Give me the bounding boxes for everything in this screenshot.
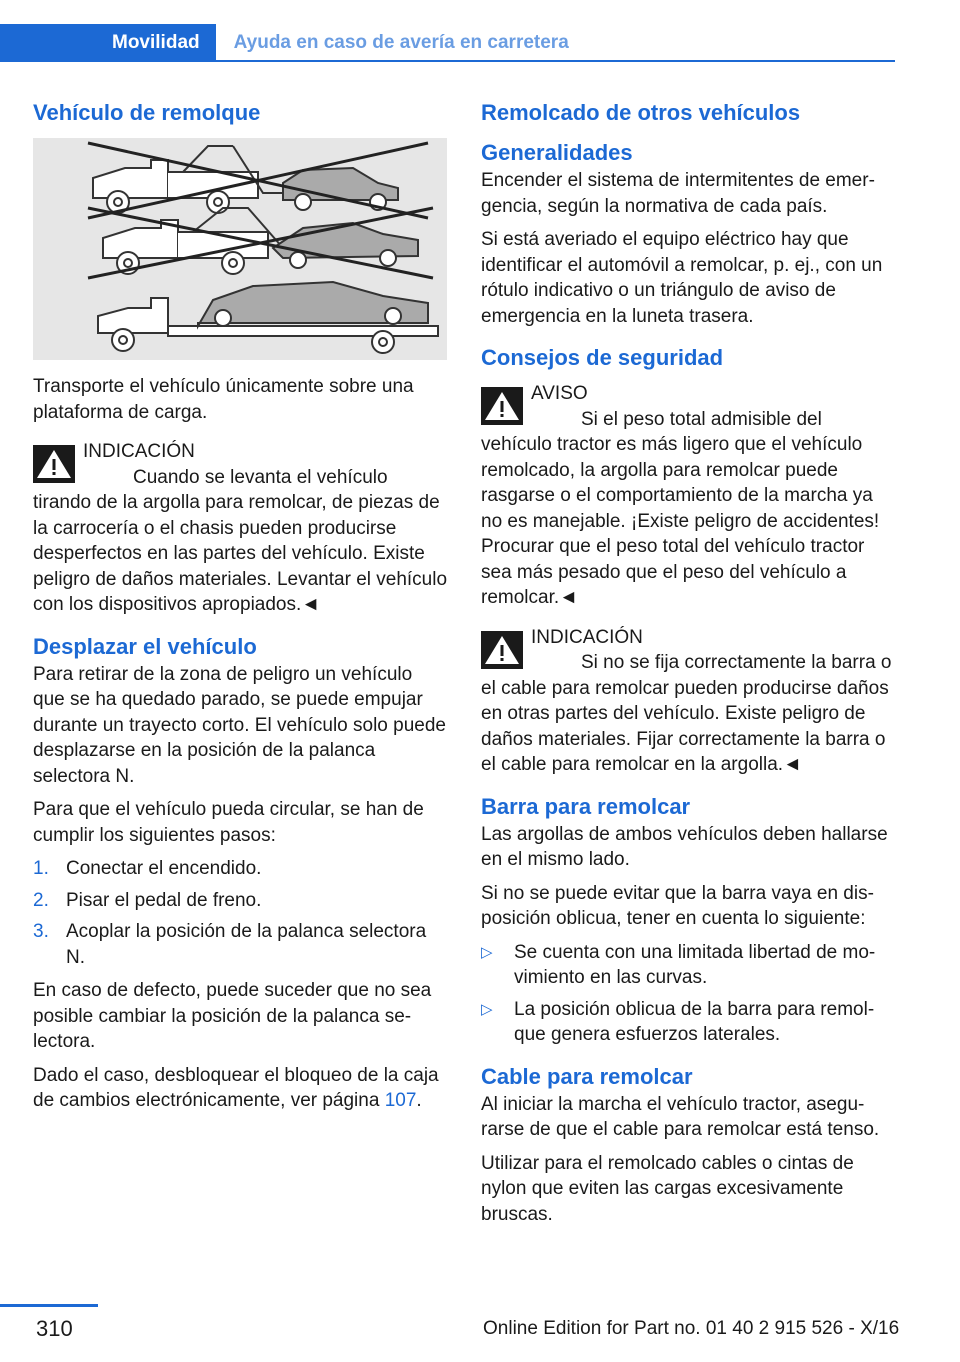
header-chapter-tab[interactable]: Ayuda en caso de avería en carretera: [233, 32, 569, 53]
header-bar: [0, 24, 587, 62]
tow-cable-p1: Al iniciar la marcha el vehículo tractor, asegurarse de que el cable para remolcar está tenso.: [481, 1093, 880, 1140]
subsection-title-tow-bar: Barra para remolcar: [481, 793, 691, 819]
warning-box-weight: [481, 381, 897, 611]
list-item: ▷ Se cuenta con una limitada libertad de movimiento en las curvas.: [481, 941, 876, 988]
section-title-towing-others: Remolcado de otros vehículos: [481, 100, 801, 125]
warning-triangle-icon: [481, 387, 523, 425]
step-item: 2. Pisar el pedal de freno.: [33, 889, 262, 911]
notice-title: INDICACIÓN: [83, 441, 195, 462]
section-title-towing-vehicle: Vehículo de remolque: [33, 100, 261, 125]
move-vehicle-steps-intro: Para que el vehículo pueda circular, se han de cumplir los siguientes pasos:: [33, 799, 424, 846]
warning-triangle-icon: [33, 445, 75, 483]
tow-cable-p2: Utilizar para el remolcado cables o cintas de nylon que eviten las cargas excesivamente bruscas.: [481, 1152, 854, 1225]
warning-body: Si el peso total admisible del vehículo tractor es más ligero que el vehículo remolcado, la argolla para remolcar puede rasgarse o el comportamiento de la marcha ya no es manejable. ¡Existe peligro de accidentes! Procurar que el peso total del vehículo tractor sea más pesado que el peso del vehículo a remolcar.◄: [481, 408, 880, 608]
step-item: 3. Acoplar la posición de la palanca selectora N.: [33, 921, 427, 968]
right-column: [481, 98, 897, 1235]
triangle-bullet-icon: ▷: [481, 1000, 493, 1018]
warning-triangle-icon: [481, 631, 523, 669]
warning-title: AVISO: [531, 383, 588, 404]
list-item: ▷ La posición oblicua de la barra para remolque genera esfuerzos laterales.: [481, 998, 875, 1045]
general-p1: Encender el sistema de intermitentes de emergencia, según la normativa de cada país.: [481, 170, 875, 217]
towing-illustration: [33, 138, 447, 360]
step-item: 1. Conectar el encendido.: [33, 858, 262, 879]
notice-title: INDICACIÓN: [531, 626, 643, 648]
edition-note: Online Edition for Part no. 01 40 2 915 526 - X/16: [483, 1318, 900, 1339]
notice-body: Cuando se levanta el vehículo tirando de la argolla para remolcar, de piezas de la carrocería o el chasis pueden producirse desperfectos en las partes del vehículo. Existe peligro de daños materiales. Levantar el vehículo con los dispositivos apropiados.◄: [33, 466, 448, 615]
move-vehicle-steps: [33, 856, 449, 970]
general-p2: Si está averiado el equipo eléctrico hay que identificar el automóvil a remolcar, p. ej., con un rótulo indicativo o un triángulo de aviso de emergencia en la luneta trasera.: [481, 229, 883, 327]
unlock-note: Dado el caso, desbloquear el bloqueo de la caja de cambios electrónicamente, ver página 107.: [33, 1064, 439, 1111]
footer-divider: [0, 1304, 98, 1307]
tow-bar-p1: Las argollas de ambos vehículos deben hallarse en el mismo lado.: [481, 823, 888, 870]
tow-bar-bullets: [481, 940, 897, 1048]
subsection-title-tow-cable: Cable para remolcar: [481, 1063, 693, 1089]
header-divider: [0, 60, 895, 62]
move-vehicle-intro: Para retirar de la zona de peligro un vehículo que se ha quedado parado, se puede empujar durante un trayecto corto. El vehículo solo puede desplazarse en la posición de la palanca selectora N.: [33, 663, 446, 787]
tow-bar-p2: Si no se puede evitar que la barra vaya en disposición oblicua, tener en cuenta lo siguiente:: [481, 882, 874, 929]
header-section-tab[interactable]: Movilidad: [0, 24, 216, 62]
triangle-bullet-icon: ▷: [481, 943, 493, 961]
left-column: [33, 98, 449, 1122]
notice-body: Si no se fija correctamente la barra o el cable para remolcar pueden producirse daños en otras partes del vehículo. Existe peligro de daños materiales. Fijar correctamente la barra o el cable para remolcar en la argolla.◄: [481, 652, 892, 775]
subsection-title-general: Generalidades: [481, 140, 633, 165]
figure-caption: Transporte el vehículo únicamente sobre una plataforma de carga.: [33, 376, 414, 423]
notice-box-bar: [481, 625, 897, 778]
page-number: 310: [36, 1316, 73, 1341]
notice-box-lift: [33, 439, 449, 618]
section-title-move-vehicle: Desplazar el vehículo: [33, 633, 257, 659]
defect-note: En caso de defecto, puede suceder que no sea posible cambiar la posición de la palanca selectora.: [33, 980, 432, 1052]
subsection-title-safety: Consejos de seguridad: [481, 345, 724, 370]
page-reference-link[interactable]: 107: [384, 1090, 417, 1111]
